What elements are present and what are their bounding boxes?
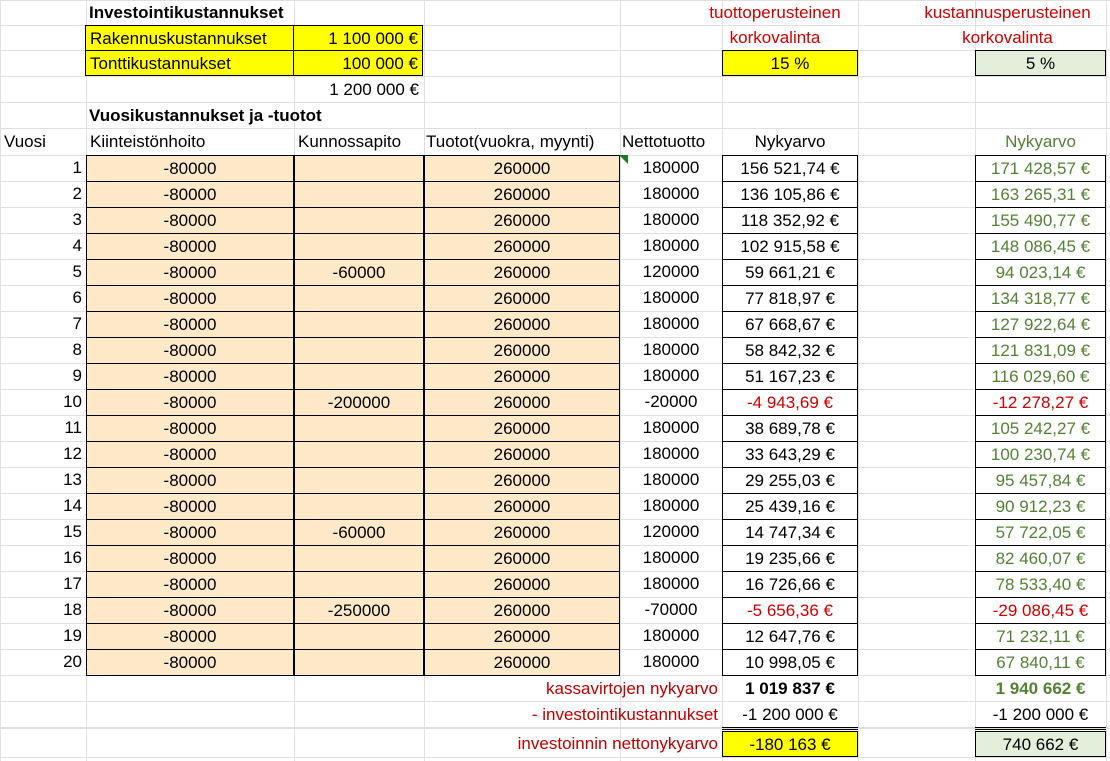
- cell-maintenance[interactable]: -80000: [86, 155, 294, 182]
- header-repair[interactable]: Kunnossapito: [298, 132, 402, 151]
- header-income[interactable]: Tuotot(vuokra, myynti): [426, 132, 595, 151]
- land-cost-value[interactable]: 100 000 €: [293, 50, 423, 76]
- cell-net[interactable]: 180000: [642, 236, 700, 255]
- cell-year[interactable]: 1: [72, 158, 82, 177]
- cell-year[interactable]: 3: [72, 210, 82, 229]
- cell-maintenance[interactable]: -80000: [86, 441, 294, 468]
- cell-maintenance[interactable]: -80000: [86, 415, 294, 442]
- return-rate-label-2[interactable]: korkovalinta: [729, 28, 821, 47]
- cell-net[interactable]: 180000: [642, 184, 700, 203]
- cell-net[interactable]: -70000: [644, 600, 698, 619]
- cell-maintenance[interactable]: -80000: [86, 571, 294, 598]
- cell-pv-return[interactable]: 38 689,78 €: [722, 415, 858, 442]
- cell-pv-return[interactable]: 58 842,32 €: [722, 337, 858, 364]
- cell-maintenance[interactable]: -80000: [86, 207, 294, 234]
- cell-maintenance[interactable]: -80000: [86, 519, 294, 546]
- cell-pv-cost[interactable]: 78 533,40 €: [975, 571, 1106, 598]
- cell-maintenance[interactable]: -80000: [86, 649, 294, 676]
- cell-net[interactable]: 120000: [642, 522, 700, 541]
- cell-repair[interactable]: [294, 233, 424, 260]
- cell-repair[interactable]: -200000: [294, 389, 424, 416]
- summary-invest-return[interactable]: -1 200 000 €: [742, 705, 838, 724]
- cell-maintenance[interactable]: -80000: [86, 311, 294, 338]
- cell-year[interactable]: 16: [63, 548, 82, 567]
- cell-maintenance[interactable]: -80000: [86, 545, 294, 572]
- cell-maintenance[interactable]: -80000: [86, 337, 294, 364]
- cell-pv-return[interactable]: 25 439,16 €: [722, 493, 858, 520]
- cell-pv-cost[interactable]: -29 086,45 €: [975, 597, 1106, 624]
- cell-income[interactable]: 260000: [424, 155, 620, 182]
- cell-year[interactable]: 17: [63, 574, 82, 593]
- cell-income[interactable]: 260000: [424, 337, 620, 364]
- cell-repair[interactable]: -60000: [294, 519, 424, 546]
- grid-line-horizontal: [0, 728, 1110, 729]
- summary-pv-label[interactable]: kassavirtojen nykyarvo: [546, 679, 718, 698]
- grid-line-horizontal: [0, 757, 1110, 758]
- summary-invest-label[interactable]: - investointikustannukset: [531, 705, 718, 724]
- cell-repair[interactable]: [294, 207, 424, 234]
- cell-pv-cost[interactable]: 94 023,14 €: [975, 259, 1106, 286]
- cell-income[interactable]: 260000: [424, 415, 620, 442]
- cell-pv-cost[interactable]: 171 428,57 €: [975, 155, 1106, 182]
- return-rate-value[interactable]: 15 %: [722, 50, 858, 76]
- land-cost-label[interactable]: Tonttikustannukset: [85, 50, 294, 76]
- cell-net[interactable]: 180000: [642, 496, 700, 515]
- cell-income[interactable]: 260000: [424, 623, 620, 650]
- cell-maintenance[interactable]: -80000: [86, 259, 294, 286]
- cell-net[interactable]: 120000: [642, 262, 700, 281]
- cell-repair[interactable]: [294, 493, 424, 520]
- cell-year[interactable]: 12: [63, 444, 82, 463]
- header-maintenance[interactable]: Kiinteistönhoito: [90, 132, 206, 151]
- cell-repair[interactable]: [294, 311, 424, 338]
- grid-line-vertical: [1106, 0, 1107, 761]
- cell-income[interactable]: 260000: [424, 649, 620, 676]
- cell-pv-cost[interactable]: -12 278,27 €: [975, 389, 1106, 416]
- investment-title[interactable]: Investointikustannukset: [89, 3, 284, 22]
- cell-pv-cost[interactable]: 100 230,74 €: [975, 441, 1106, 468]
- cell-net[interactable]: 180000: [642, 652, 700, 671]
- cell-year[interactable]: 2: [72, 184, 82, 203]
- cell-year[interactable]: 5: [72, 262, 82, 281]
- cell-pv-cost[interactable]: 155 490,77 €: [975, 207, 1106, 234]
- cell-pv-return[interactable]: -5 656,36 €: [722, 597, 858, 624]
- cell-year[interactable]: 8: [72, 340, 82, 359]
- comment-indicator-icon[interactable]: [619, 155, 628, 164]
- cell-maintenance[interactable]: -80000: [86, 233, 294, 260]
- cell-pv-cost[interactable]: 121 831,09 €: [975, 337, 1106, 364]
- header-net[interactable]: Nettotuotto: [622, 132, 706, 151]
- header-pv-return[interactable]: Nykyarvo: [754, 132, 826, 151]
- cell-pv-cost[interactable]: 127 922,64 €: [975, 311, 1106, 338]
- cell-maintenance[interactable]: -80000: [86, 181, 294, 208]
- cell-maintenance[interactable]: -80000: [86, 623, 294, 650]
- cell-maintenance[interactable]: -80000: [86, 363, 294, 390]
- cell-income[interactable]: 260000: [424, 441, 620, 468]
- cell-year[interactable]: 14: [63, 496, 82, 515]
- cell-repair[interactable]: [294, 571, 424, 598]
- cell-income[interactable]: 260000: [424, 259, 620, 286]
- cell-pv-cost[interactable]: 95 457,84 €: [975, 467, 1106, 494]
- cell-pv-return[interactable]: 102 915,58 €: [722, 233, 858, 260]
- cell-pv-return[interactable]: 14 747,34 €: [722, 519, 858, 546]
- cell-maintenance[interactable]: -80000: [86, 285, 294, 312]
- cell-income[interactable]: 260000: [424, 363, 620, 390]
- cell-pv-cost[interactable]: 82 460,07 €: [975, 545, 1106, 572]
- cell-year[interactable]: 13: [63, 470, 82, 489]
- cell-net[interactable]: 180000: [642, 314, 700, 333]
- cell-net[interactable]: 180000: [642, 366, 700, 385]
- cell-maintenance[interactable]: -80000: [86, 389, 294, 416]
- cell-repair[interactable]: [294, 545, 424, 572]
- cell-year[interactable]: 11: [64, 418, 82, 437]
- cell-year[interactable]: 6: [72, 288, 82, 307]
- cell-year[interactable]: 4: [72, 236, 82, 255]
- summary-invest-cost[interactable]: -1 200 000 €: [992, 705, 1089, 724]
- cell-net[interactable]: 180000: [642, 470, 700, 489]
- cell-repair[interactable]: [294, 363, 424, 390]
- cell-repair[interactable]: -60000: [294, 259, 424, 286]
- cell-net[interactable]: 180000: [642, 626, 700, 645]
- header-pv-cost[interactable]: Nykyarvo: [1005, 132, 1076, 151]
- cell-repair[interactable]: [294, 649, 424, 676]
- cell-repair[interactable]: [294, 155, 424, 182]
- cell-income[interactable]: 260000: [424, 233, 620, 260]
- cell-pv-cost[interactable]: 90 912,23 €: [975, 493, 1106, 520]
- cell-net[interactable]: 180000: [642, 210, 700, 229]
- cell-pv-return[interactable]: 67 668,67 €: [722, 311, 858, 338]
- cell-income[interactable]: 260000: [424, 493, 620, 520]
- cell-pv-cost[interactable]: 57 722,05 €: [975, 519, 1106, 546]
- cell-repair[interactable]: [294, 441, 424, 468]
- summary-pv-return[interactable]: 1 019 837 €: [745, 679, 835, 698]
- investment-total[interactable]: 1 200 000 €: [329, 80, 419, 99]
- double-underline-cost: [975, 727, 1106, 730]
- cell-repair[interactable]: [294, 337, 424, 364]
- cell-income[interactable]: 260000: [424, 597, 620, 624]
- cell-pv-cost[interactable]: 67 840,11 €: [975, 649, 1106, 676]
- cell-year[interactable]: 20: [63, 652, 82, 671]
- cell-pv-cost[interactable]: 71 232,11 €: [975, 623, 1106, 650]
- cell-net[interactable]: 180000: [642, 288, 700, 307]
- summary-npv-return[interactable]: -180 163 €: [722, 731, 858, 757]
- cell-net[interactable]: 180000: [642, 340, 700, 359]
- cell-pv-return[interactable]: 16 726,66 €: [722, 571, 858, 598]
- cell-income[interactable]: 260000: [424, 467, 620, 494]
- cell-year[interactable]: 15: [63, 522, 82, 541]
- cell-pv-cost[interactable]: 134 318,77 €: [975, 285, 1106, 312]
- cell-income[interactable]: 260000: [424, 545, 620, 572]
- cell-pv-return[interactable]: 118 352,92 €: [722, 207, 858, 234]
- cell-income[interactable]: 260000: [424, 181, 620, 208]
- construction-cost-label[interactable]: Rakennuskustannukset: [85, 25, 294, 51]
- cell-repair[interactable]: [294, 181, 424, 208]
- cell-year[interactable]: 9: [72, 366, 82, 385]
- cell-net[interactable]: 180000: [642, 574, 700, 593]
- cell-year[interactable]: 7: [72, 314, 82, 333]
- cell-year[interactable]: 10: [63, 392, 82, 411]
- cell-income[interactable]: 260000: [424, 207, 620, 234]
- cell-net[interactable]: 180000: [642, 418, 700, 437]
- cell-maintenance[interactable]: -80000: [86, 467, 294, 494]
- cell-repair[interactable]: [294, 467, 424, 494]
- cost-rate-label-1[interactable]: kustannusperusteinen: [924, 3, 1091, 22]
- cost-rate-label-2[interactable]: korkovalinta: [962, 28, 1053, 47]
- cell-pv-return[interactable]: 10 998,05 €: [722, 649, 858, 676]
- return-rate-label-1[interactable]: tuottoperusteinen: [709, 3, 841, 22]
- section-title[interactable]: Vuosikustannukset ja -tuotot: [89, 106, 322, 125]
- cell-pv-cost[interactable]: 163 265,31 €: [975, 181, 1106, 208]
- cost-rate-value[interactable]: 5 %: [975, 50, 1106, 76]
- summary-pv-cost[interactable]: 1 940 662 €: [995, 679, 1086, 698]
- cell-pv-return[interactable]: 156 521,74 €: [722, 155, 858, 182]
- cell-pv-return[interactable]: 29 255,03 €: [722, 467, 858, 494]
- grid-line-vertical: [858, 0, 859, 761]
- cell-pv-return[interactable]: 77 818,97 €: [722, 285, 858, 312]
- cell-repair[interactable]: [294, 623, 424, 650]
- cell-repair[interactable]: [294, 285, 424, 312]
- cell-pv-return[interactable]: 33 643,29 €: [722, 441, 858, 468]
- cell-pv-return[interactable]: -4 943,69 €: [722, 389, 858, 416]
- cell-net[interactable]: 180000: [642, 548, 700, 567]
- cell-pv-cost[interactable]: 105 242,27 €: [975, 415, 1106, 442]
- cell-maintenance[interactable]: -80000: [86, 597, 294, 624]
- cell-income[interactable]: 260000: [424, 311, 620, 338]
- cell-pv-return[interactable]: 19 235,66 €: [722, 545, 858, 572]
- grid-line-horizontal: [0, 76, 1110, 77]
- cell-pv-cost[interactable]: 116 029,60 €: [975, 363, 1106, 390]
- cell-income[interactable]: 260000: [424, 389, 620, 416]
- cell-pv-return[interactable]: 51 167,23 €: [722, 363, 858, 390]
- cell-pv-cost[interactable]: 148 086,45 €: [975, 233, 1106, 260]
- cell-year[interactable]: 18: [63, 600, 82, 619]
- cell-maintenance[interactable]: -80000: [86, 493, 294, 520]
- summary-npv-cost[interactable]: 740 662 €: [975, 731, 1106, 757]
- cell-income[interactable]: 260000: [424, 285, 620, 312]
- cell-pv-return[interactable]: 136 105,86 €: [722, 181, 858, 208]
- cell-income[interactable]: 260000: [424, 519, 620, 546]
- cell-net[interactable]: 180000: [642, 444, 700, 463]
- cell-year[interactable]: 19: [63, 626, 82, 645]
- header-year[interactable]: Vuosi: [4, 132, 46, 151]
- summary-npv-label[interactable]: investoinnin nettonykyarvo: [517, 734, 718, 753]
- double-underline-return: [722, 727, 858, 730]
- cell-repair[interactable]: -250000: [294, 597, 424, 624]
- cell-repair[interactable]: [294, 415, 424, 442]
- cell-net[interactable]: 180000: [642, 158, 700, 177]
- construction-cost-value[interactable]: 1 100 000 €: [293, 25, 423, 51]
- cell-pv-return[interactable]: 59 661,21 €: [722, 259, 858, 286]
- cell-net[interactable]: -20000: [644, 392, 698, 411]
- cell-pv-return[interactable]: 12 647,76 €: [722, 623, 858, 650]
- cell-income[interactable]: 260000: [424, 571, 620, 598]
